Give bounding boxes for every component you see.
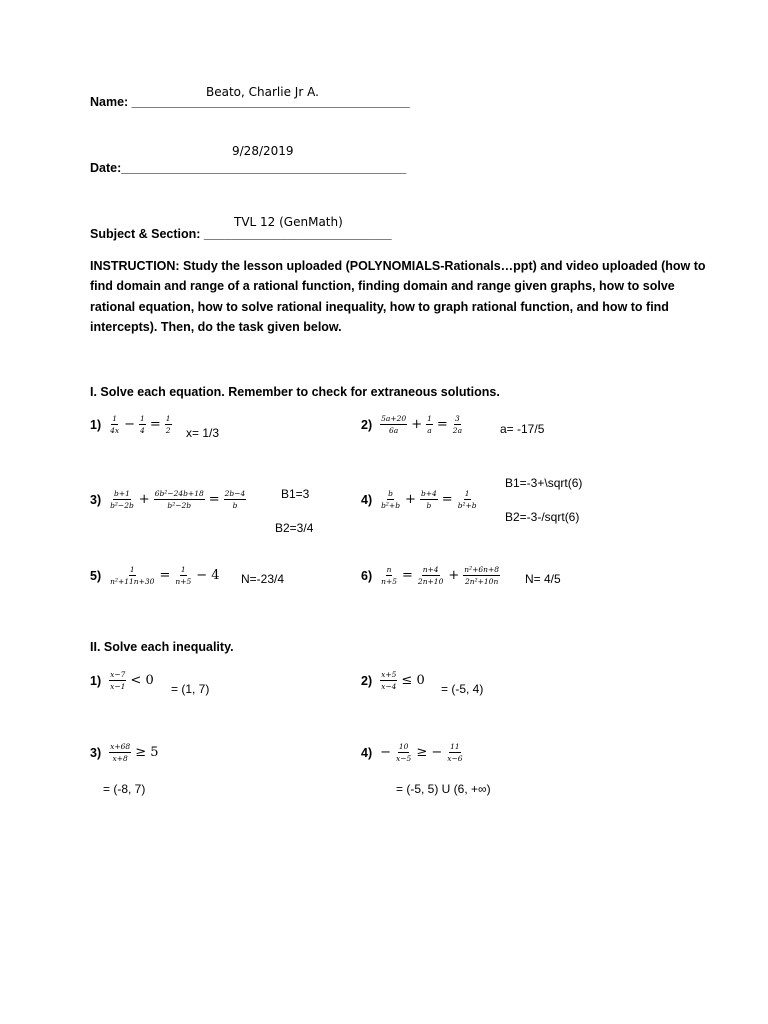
answer-2: a= -17/5 bbox=[500, 422, 545, 436]
answer-ineq-2: = (-5, 4) bbox=[441, 682, 484, 696]
item-number: 2) bbox=[361, 417, 373, 432]
fraction: $\frac{x+68}{x+8}$ bbox=[110, 742, 131, 763]
fraction: $\frac{2b-4}{b}$ bbox=[224, 489, 246, 510]
answer-4b: B2=-3-/sqrt(6) bbox=[505, 510, 580, 524]
inequality-2: 2) $\frac{x+5}{x-4}$ ≤ 0 bbox=[361, 670, 425, 691]
item-number: 3) bbox=[90, 745, 102, 760]
equation-5: 5) $\frac{1}{\text{n²+11n+30}}$ = $\frac{1}{n+5}$ − 4 bbox=[90, 565, 220, 586]
fraction: $\frac{5a+20}{6a}$ bbox=[381, 414, 407, 435]
fraction: $\frac{1}{\text{n²+11n+30}}$ bbox=[110, 565, 155, 586]
subject-label: Subject & Section: ___________________________ bbox=[90, 227, 392, 241]
date-label: Date:_________________________________________ bbox=[90, 161, 407, 175]
item-number: 3) bbox=[90, 492, 102, 507]
fraction: $\frac{3}{2a}$ bbox=[452, 414, 463, 435]
instruction-line-1: INSTRUCTION: Study the lesson uploaded (POLYNOMIALS-Rationals…ppt) and video uploaded (how to bbox=[90, 259, 706, 273]
equation-3: 3) $\frac{b+1}{\text{b²−2b}}$ + $\frac{\text{6b²−24b+18}}{\text{b²−2b}}$ = $\frac{2b-4}{b}$ bbox=[90, 489, 246, 510]
fraction: $\frac{b}{\text{b²+b}}$ bbox=[381, 489, 401, 510]
answer-5: N=-23/4 bbox=[241, 572, 285, 586]
fraction: $\frac{n+4}{2n+10}$ bbox=[417, 565, 444, 586]
equation-2: 2) $\frac{5a+20}{6a}$ + $\frac{1}{a}$ = $\frac{3}{2a}$ bbox=[361, 414, 463, 435]
part2-heading: II. Solve each inequality. bbox=[90, 640, 234, 654]
instruction-line-2: find domain and range of a rational function, finding domain and range given graphs, how to solve bbox=[90, 279, 675, 293]
item-number: 2) bbox=[361, 673, 373, 688]
item-number: 1) bbox=[90, 417, 102, 432]
answer-ineq-4: = (-5, 5) U (6, +∞) bbox=[396, 782, 491, 796]
fraction: $\frac{b+4}{b}$ bbox=[420, 489, 437, 510]
answer-3a: B1=3 bbox=[281, 487, 310, 501]
equation-4: 4) $\frac{b}{\text{b²+b}}$ + $\frac{b+4}{b}$ = $\frac{1}{\text{b²+b}}$ bbox=[361, 489, 477, 510]
item-number: 1) bbox=[90, 673, 102, 688]
date-value: 9/28/2019 bbox=[232, 144, 294, 158]
fraction: $\frac{1}{4}$ bbox=[140, 414, 145, 435]
name-value: Beato, Charlie Jr A. bbox=[206, 85, 319, 99]
fraction: $\frac{1}{4x}$ bbox=[110, 414, 120, 435]
fraction: $\frac{1}{a}$ bbox=[427, 414, 432, 435]
answer-3b: B2=3/4 bbox=[275, 521, 314, 535]
answer-4a: B1=-3+\sqrt(6) bbox=[505, 476, 583, 490]
instruction-line-4: intercepts). Then, do the task given below. bbox=[90, 320, 342, 334]
instruction-line-3: rational equation, how to solve rational inequality, how to graph rational function, and how to find bbox=[90, 300, 669, 314]
fraction: $\frac{\text{6b²−24b+18}}{\text{b²−2b}}$ bbox=[154, 489, 204, 510]
fraction: $\frac{n}{n+5}$ bbox=[381, 565, 398, 586]
name-label: Name: ________________________________________ bbox=[90, 95, 410, 109]
answer-6: N= 4/5 bbox=[525, 572, 561, 586]
fraction: $\frac{x-7}{x-1}$ bbox=[110, 670, 126, 691]
answer-1: x= 1/3 bbox=[186, 426, 220, 440]
fraction: $\frac{x+5}{x-4}$ bbox=[381, 670, 397, 691]
subject-value: TVL 12 (GenMath) bbox=[234, 215, 343, 229]
fraction: $\frac{10}{x-5}$ bbox=[396, 742, 412, 763]
inequality-3: 3) $\frac{x+68}{x+8}$ ≥ 5 bbox=[90, 742, 159, 763]
fraction: $\frac{1}{2}$ bbox=[165, 414, 171, 435]
inequality-4: 4) − $\frac{10}{x-5}$ ≥ − $\frac{11}{x-6}$ bbox=[361, 742, 463, 763]
item-number: 5) bbox=[90, 568, 102, 583]
fraction: $\frac{\text{n²+6n+8}}{\text{2n²+10n}}$ bbox=[464, 565, 500, 586]
answer-ineq-3: = (-8, 7) bbox=[103, 782, 146, 796]
item-number: 4) bbox=[361, 745, 373, 760]
inequality-1: 1) $\frac{x-7}{x-1}$ < 0 bbox=[90, 670, 154, 691]
fraction: $\frac{1}{n+5}$ bbox=[175, 565, 192, 586]
fraction: $\frac{1}{\text{b²+b}}$ bbox=[457, 489, 477, 510]
fraction: $\frac{11}{x-6}$ bbox=[447, 742, 463, 763]
equation-6: 6) $\frac{n}{n+5}$ = $\frac{n+4}{2n+10}$ + $\frac{\text{n²+6n+8}}{\text{2n²+10n}}$ bbox=[361, 565, 500, 586]
fraction: $\frac{b+1}{\text{b²−2b}}$ bbox=[110, 489, 134, 510]
item-number: 4) bbox=[361, 492, 373, 507]
equation-1: 1) $\frac{1}{4x}$ − $\frac{1}{4}$ = $\frac{1}{2}$ bbox=[90, 414, 171, 435]
part1-heading: I. Solve each equation. Remember to check for extraneous solutions. bbox=[90, 385, 500, 399]
item-number: 6) bbox=[361, 568, 373, 583]
answer-ineq-1: = (1, 7) bbox=[171, 682, 210, 696]
